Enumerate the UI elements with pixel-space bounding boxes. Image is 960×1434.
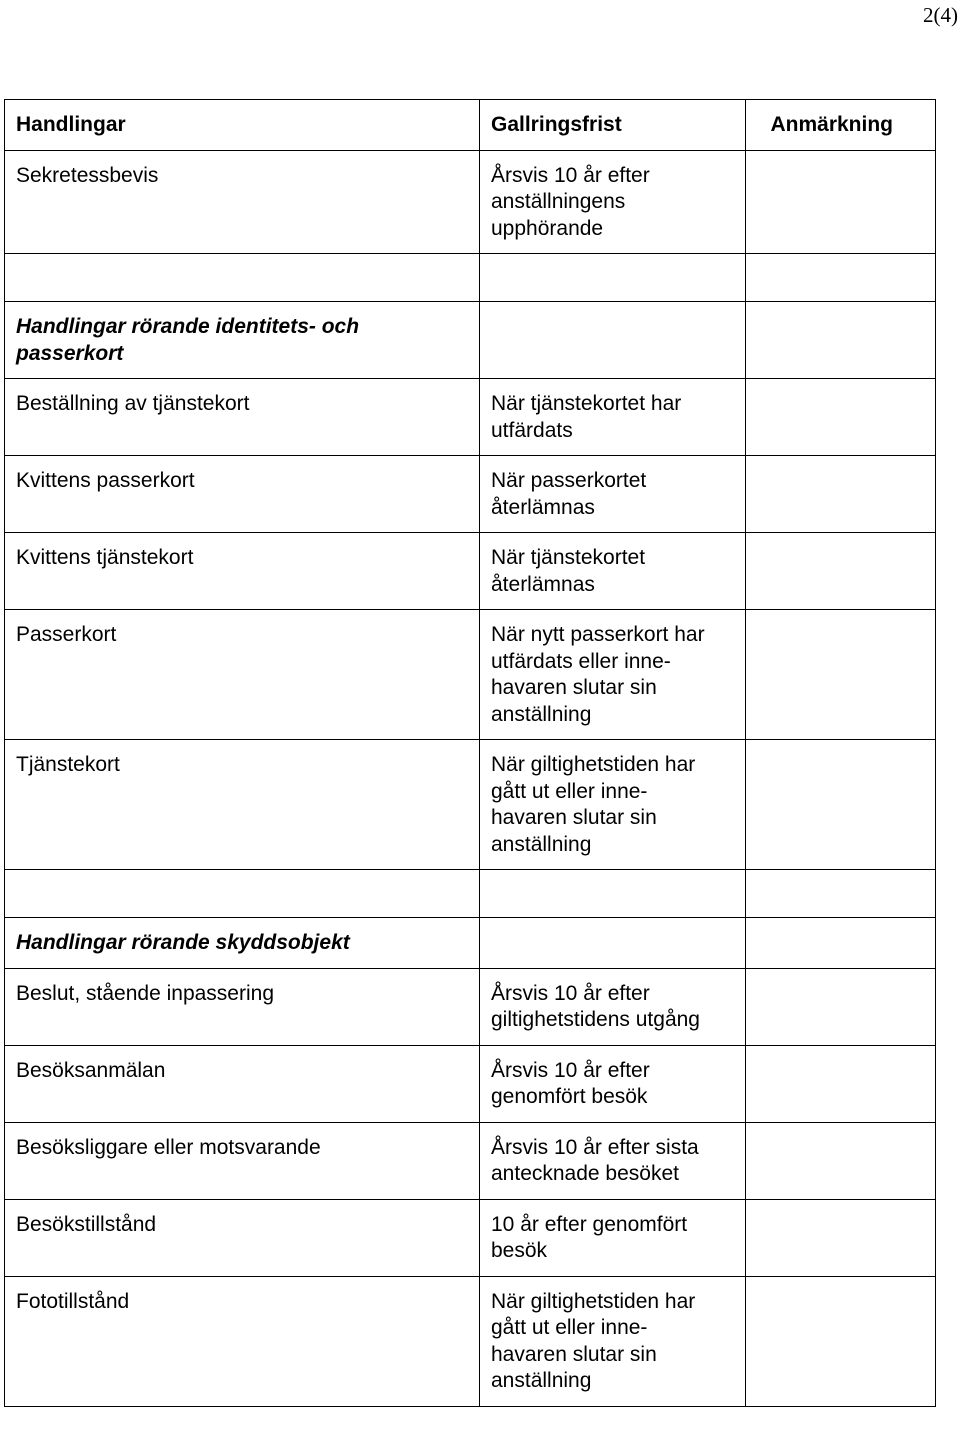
document-cell [5, 870, 480, 918]
table-row [5, 1122, 936, 1199]
retention-cell: När giltighetstiden har gått ut eller inne- havaren slutar sin anställning [480, 1276, 746, 1406]
table-row [5, 1199, 936, 1276]
retention-cell [480, 870, 746, 918]
table-row-empty [5, 870, 936, 918]
retention-cell [480, 254, 746, 302]
retention-cell: När giltighetstiden har gått ut eller inne- havaren slutar sin anställning [480, 740, 746, 870]
remark-cell [746, 379, 936, 456]
retention-cell: 10 år efter genomfört besök [480, 1199, 746, 1276]
remark-cell [746, 1276, 936, 1406]
table-row [5, 968, 936, 1045]
document-cell: Kvittens passerkort [5, 456, 480, 533]
retention-cell: Årsvis 10 år efter sista antecknade besöket [480, 1122, 746, 1199]
remark-cell [746, 150, 936, 254]
document-cell: Beställning av tjänstekort [5, 379, 480, 456]
document-cell: Passerkort [5, 610, 480, 740]
remark-cell [746, 456, 936, 533]
document-cell: Sekretessbevis [5, 150, 480, 254]
header-retention-period: Gallringsfrist [480, 100, 746, 151]
retention-cell: Årsvis 10 år efter anställningens upphörande [480, 150, 746, 254]
table-row [5, 1276, 936, 1406]
remark-cell [746, 254, 936, 302]
section-row [5, 302, 936, 379]
section-heading-id-cards: Handlingar rörande identitets- och passerkort [5, 302, 480, 379]
retention-cell: Årsvis 10 år efter giltighetstidens utgång [480, 968, 746, 1045]
remark-cell [746, 968, 936, 1045]
retention-cell: När passerkortet återlämnas [480, 456, 746, 533]
table-row [5, 740, 936, 870]
remark-cell [746, 870, 936, 918]
document-cell: Besöksanmälan [5, 1045, 480, 1122]
table-row [5, 150, 936, 254]
retention-cell [480, 918, 746, 969]
header-documents: Handlingar [5, 100, 480, 151]
document-cell: Beslut, stående inpassering [5, 968, 480, 1045]
remark-cell [746, 533, 936, 610]
remark-cell [746, 302, 936, 379]
table-row [5, 456, 936, 533]
retention-cell: När tjänstekortet har utfärdats [480, 379, 746, 456]
remark-cell [746, 1045, 936, 1122]
section-heading-protected-objects: Handlingar rörande skyddsobjekt [5, 918, 480, 969]
document-cell [5, 254, 480, 302]
retention-cell [480, 302, 746, 379]
page-number: 2(4) [923, 3, 958, 27]
header-remark: Anmärkning [746, 100, 936, 151]
document-cell: Fototillstånd [5, 1276, 480, 1406]
remark-cell [746, 740, 936, 870]
retention-table [4, 99, 936, 1407]
document-cell: Besökstillstånd [5, 1199, 480, 1276]
table-row-empty [5, 254, 936, 302]
document-cell: Tjänstekort [5, 740, 480, 870]
document-cell: Besöksliggare eller motsvarande [5, 1122, 480, 1199]
retention-cell: När tjänstekortet återlämnas [480, 533, 746, 610]
section-row [5, 918, 936, 969]
remark-cell [746, 1199, 936, 1276]
table-row [5, 1045, 936, 1122]
table-row [5, 533, 936, 610]
table-row [5, 610, 936, 740]
remark-cell [746, 918, 936, 969]
remark-cell [746, 610, 936, 740]
remark-cell [746, 1122, 936, 1199]
retention-cell: När nytt passerkort har utfärdats eller inne- havaren slutar sin anställning [480, 610, 746, 740]
retention-cell: Årsvis 10 år efter genomfört besök [480, 1045, 746, 1122]
table-row [5, 379, 936, 456]
table-header-row [5, 100, 936, 151]
document-cell: Kvittens tjänstekort [5, 533, 480, 610]
